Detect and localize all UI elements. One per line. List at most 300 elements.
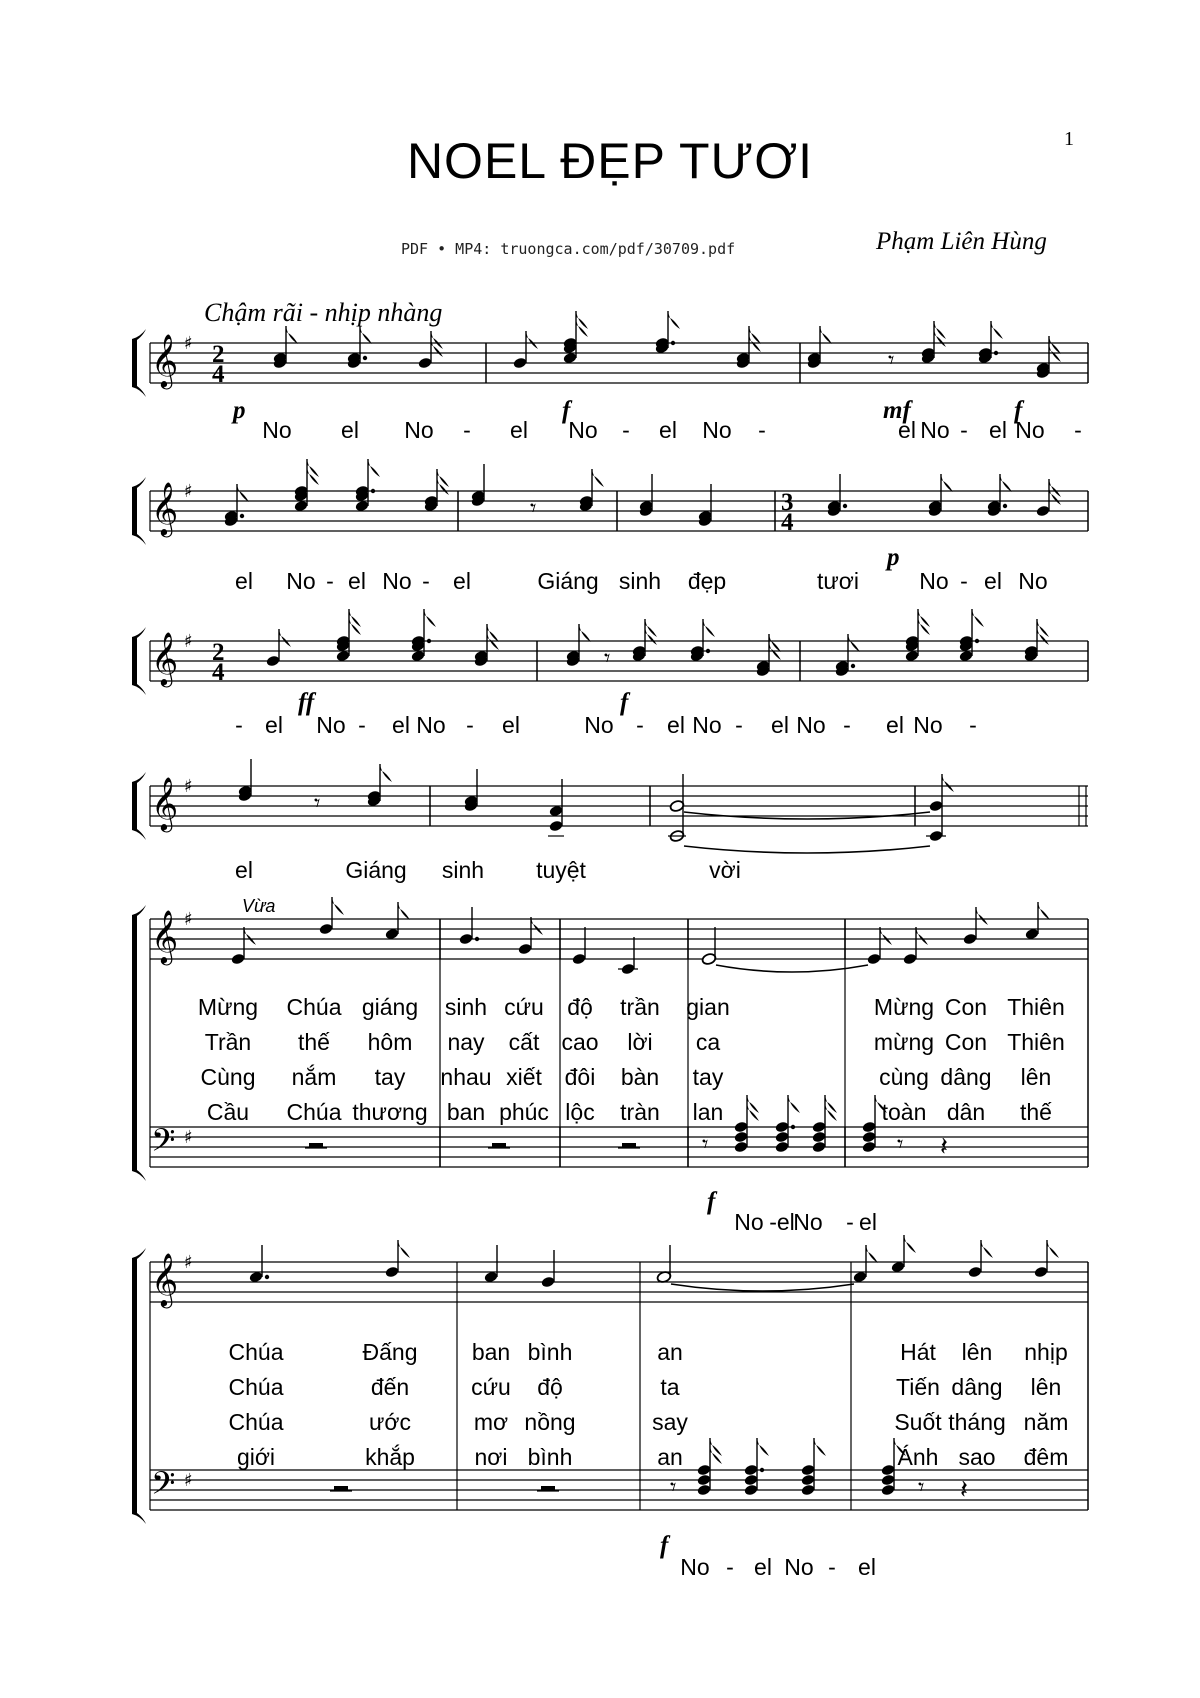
treble-clef: 𝄞 <box>151 776 179 830</box>
half-rest <box>541 1486 555 1491</box>
lyric-syllable: ban <box>471 1339 511 1365</box>
lyric-syllable: Chúa <box>286 994 342 1020</box>
lyric-syllable: el <box>858 1554 876 1580</box>
note-head <box>812 1131 827 1144</box>
note-flag <box>286 326 298 344</box>
note-flag <box>747 1095 759 1113</box>
lyric-syllable: lan <box>692 1099 724 1125</box>
lyric-syllable: bình <box>527 1339 573 1365</box>
lyric-syllable: el <box>348 568 366 594</box>
lyric-syllable: sinh <box>441 857 485 883</box>
note-flag <box>431 331 443 349</box>
lyric-syllable: lên <box>1020 1064 1052 1090</box>
note-dot <box>1003 504 1007 508</box>
treble-clef: 𝄞 <box>151 333 179 387</box>
lyric-syllable: tươi <box>817 568 859 594</box>
lyric-syllable: hôm <box>367 1029 413 1055</box>
lyric-syllable: Cầu <box>206 1099 250 1125</box>
bracket-hook <box>132 1167 146 1181</box>
note-head <box>541 1276 556 1289</box>
note-flag <box>237 484 249 502</box>
lyric-syllable: phúc <box>499 1099 549 1125</box>
staff-lines <box>150 343 1088 1510</box>
treble-clef: 𝄞 <box>151 909 179 963</box>
note-head <box>862 1141 877 1154</box>
lyric-syllable: el <box>510 417 528 443</box>
note-head <box>418 357 433 370</box>
bracket-hook <box>132 772 146 786</box>
note-head <box>963 933 978 946</box>
lyric-syllable: No <box>919 568 949 594</box>
lyric-syllable: No <box>416 712 446 738</box>
note-flag <box>244 927 256 945</box>
note-flag <box>576 311 588 329</box>
lyric-syllable: - <box>622 417 630 443</box>
note-head <box>775 1121 790 1134</box>
lyric-syllable: Thiên <box>1007 1029 1065 1055</box>
note-flag <box>1037 619 1049 637</box>
note-flag <box>942 774 954 792</box>
lyric-syllable: - <box>358 712 366 738</box>
lyric-syllable: đến <box>370 1374 410 1400</box>
lyric-syllable: giới <box>236 1444 276 1470</box>
lyric-syllable: Giáng <box>345 857 407 883</box>
key-sharp: ♯ <box>184 1127 193 1148</box>
note-flag <box>749 326 761 344</box>
key-sharp: ♯ <box>184 776 193 797</box>
system-bracket <box>132 1258 137 1514</box>
lyric-syllable: ước <box>369 1409 411 1435</box>
tie <box>671 1284 854 1291</box>
lyric-syllable: nơi <box>474 1444 508 1470</box>
note-flag <box>769 634 781 652</box>
lyric-syllable: sinh <box>444 994 488 1020</box>
note-head <box>319 923 334 936</box>
lyric-syllable: el <box>859 1209 877 1235</box>
composer: Phạm Liên Hùng <box>876 228 1047 255</box>
lyric-syllable: - <box>235 712 243 738</box>
lyric-syllable: - <box>758 417 766 443</box>
lyric-syllable: cùng <box>879 1064 929 1090</box>
lyric-syllable: Con <box>944 994 988 1020</box>
note-dot <box>427 639 431 643</box>
note-flag <box>976 907 988 925</box>
lyric-syllable: - <box>960 417 968 443</box>
note-head <box>697 1464 712 1477</box>
bracket-hook <box>132 383 146 397</box>
note-flag <box>991 321 1003 339</box>
lyric-syllable: No <box>680 1554 710 1580</box>
tempo-marking-2: Vừa <box>242 896 276 916</box>
lyric-syllable: Mừng <box>197 994 259 1020</box>
system-bracket <box>132 487 137 535</box>
lyric-syllable: - <box>326 568 334 594</box>
lyric-syllable: lên <box>1030 1374 1062 1400</box>
lyric-syllable: đêm <box>1023 1444 1069 1470</box>
lyric-syllable: Chúa <box>286 1099 342 1125</box>
lyric-syllable: Chúa <box>228 1339 284 1365</box>
note-head <box>231 953 246 966</box>
note-flag <box>579 624 591 642</box>
bracket-hook <box>132 329 146 343</box>
dynamic-p: p <box>233 397 246 424</box>
lyric-syllable: năm <box>1023 1409 1069 1435</box>
lyric-syllable: tay <box>692 1064 724 1090</box>
lyric-syllable: - <box>1074 417 1082 443</box>
lyric-syllable: Giáng <box>537 568 599 594</box>
note-flag <box>1047 1240 1059 1258</box>
dynamic-f: f <box>707 1188 716 1215</box>
lyric-syllable: cứu <box>471 1374 511 1400</box>
bracket-hook <box>132 531 146 545</box>
lyric-syllable: tháng <box>948 1409 1006 1435</box>
note-head <box>881 1484 896 1497</box>
lyric-syllable: bình <box>527 1444 573 1470</box>
lyric-syllable: ban <box>446 1099 486 1125</box>
lyric-syllable: nhịp <box>1024 1339 1068 1365</box>
eighth-rest: 𝄾 <box>604 644 611 672</box>
lyric-syllable: thế <box>1020 1099 1052 1125</box>
note-head <box>862 1131 877 1144</box>
lyric-syllable: - <box>843 712 851 738</box>
note-dot <box>975 639 979 643</box>
lyric-syllable: cao <box>561 1029 599 1055</box>
lyric-syllable: - <box>463 417 471 443</box>
note-flag <box>941 474 953 492</box>
note-head <box>801 1474 816 1487</box>
note-flag <box>934 321 946 339</box>
lyric-syllable: cất <box>508 1029 540 1055</box>
time-signature-top: 2 <box>212 639 225 666</box>
lyric-syllable: el <box>754 1554 772 1580</box>
note-flag <box>332 897 344 915</box>
lyric-syllable: khắp <box>365 1444 415 1470</box>
lyric-syllable: - <box>636 712 644 738</box>
lyric-syllable: độ <box>537 1374 563 1400</box>
lyric-syllable: No <box>1018 568 1048 594</box>
lyric-syllable: No <box>734 1209 764 1235</box>
treble-clef: 𝄞 <box>151 1252 179 1306</box>
lyric-syllable: giáng <box>361 994 419 1020</box>
lyric-syllable: el <box>265 712 283 738</box>
dynamic-f: f <box>620 689 629 716</box>
note-flag <box>380 764 392 782</box>
lyric-syllable: No <box>584 712 614 738</box>
note-flag <box>368 459 380 477</box>
lyric-syllable: - <box>735 712 743 738</box>
lyric-syllable: Tiến <box>896 1374 940 1400</box>
half-rest <box>334 1486 348 1491</box>
lyric-syllable: el <box>898 417 916 443</box>
note-dot <box>760 1468 764 1472</box>
lyric-syllable: No <box>382 568 412 594</box>
note-head <box>518 943 533 956</box>
note-head <box>572 953 587 966</box>
lyric-syllable: el <box>667 712 685 738</box>
note-flag <box>1049 479 1061 497</box>
note-flag <box>918 609 930 627</box>
dynamic-f: f <box>1014 397 1023 424</box>
note-dot <box>475 937 479 941</box>
note-flag <box>349 609 361 627</box>
lyric-syllable: thương <box>352 1099 428 1125</box>
bass-clef: 𝄢 <box>151 1122 176 1166</box>
note-head <box>744 1474 759 1487</box>
note-head <box>775 1131 790 1144</box>
lyric-syllable: el <box>235 857 253 883</box>
eighth-rest: 𝄾 <box>670 1473 677 1501</box>
eighth-rest: 𝄾 <box>530 494 537 522</box>
lyric-syllable: el <box>392 712 410 738</box>
lyric-syllable: toàn <box>881 1099 927 1125</box>
note-head <box>881 1464 896 1477</box>
note-head <box>812 1141 827 1154</box>
lyric-syllable: el <box>989 417 1007 443</box>
key-sharp: ♯ <box>184 481 193 502</box>
note-flag <box>1000 474 1012 492</box>
note-head <box>1034 1266 1049 1279</box>
note-flag <box>398 1240 410 1258</box>
lyric-syllable: Thiên <box>1007 994 1065 1020</box>
dynamic-p: p <box>887 544 900 571</box>
key-sharp: ♯ <box>184 631 193 652</box>
eighth-rest: 𝄾 <box>918 1473 925 1501</box>
note-dot <box>791 1125 795 1129</box>
bracket-hook <box>132 826 146 840</box>
page-number: 1 <box>1064 128 1074 150</box>
lyric-syllable: trần <box>620 994 660 1020</box>
lyric-syllable: -el <box>769 1209 795 1235</box>
note-head <box>881 1474 896 1487</box>
lyric-syllable: thế <box>298 1029 330 1055</box>
dynamic-f: f <box>660 1532 669 1559</box>
treble-clef: 𝄞 <box>151 631 179 685</box>
lyric-syllable: Ánh <box>897 1444 939 1470</box>
note-flag <box>981 1240 993 1258</box>
lyric-syllable: Con <box>944 1029 988 1055</box>
note-head <box>385 1266 400 1279</box>
note-flag <box>1038 902 1050 920</box>
note-head <box>744 1484 759 1497</box>
lyric-syllable: el <box>984 568 1002 594</box>
lyric-syllable: Chúa <box>228 1374 284 1400</box>
note-head <box>903 953 918 966</box>
note-flag <box>710 1438 722 1456</box>
lyric-syllable: độ <box>567 994 593 1020</box>
note-flag <box>788 1095 800 1113</box>
lyric-syllable: el <box>659 417 677 443</box>
lyric-syllable: Trần <box>204 1029 252 1055</box>
lyric-syllable: el <box>235 568 253 594</box>
note-flag <box>1049 336 1061 354</box>
note-flag <box>645 619 657 637</box>
quarter-rest: 𝄽 <box>960 1475 968 1505</box>
bracket-hook <box>132 627 146 641</box>
key-sharp: ♯ <box>184 333 193 354</box>
lyric-syllable: el <box>771 712 789 738</box>
lyric-syllable: No <box>568 417 598 443</box>
tie <box>684 846 930 853</box>
note-head <box>734 1141 749 1154</box>
eighth-rest: 𝄾 <box>888 346 895 374</box>
lyric-syllable: ca <box>695 1029 721 1055</box>
note-head <box>801 1464 816 1477</box>
note-head <box>775 1141 790 1154</box>
note-head <box>929 800 944 813</box>
note-dot <box>371 489 375 493</box>
lyric-syllable: - <box>726 1554 734 1580</box>
half-rest <box>309 1143 323 1148</box>
lyric-syllable: - <box>969 712 977 738</box>
time-signature-top: 2 <box>212 341 225 368</box>
half-rest <box>622 1143 636 1148</box>
quarter-rest: 𝄽 <box>940 1132 948 1162</box>
note-head <box>862 1121 877 1134</box>
note-flag <box>820 326 832 344</box>
note-flag <box>866 1245 878 1263</box>
lyric-syllable: Đấng <box>362 1339 418 1365</box>
lyric-syllable: an <box>657 1339 683 1365</box>
note-flag <box>398 902 410 920</box>
lyric-syllable: nhau <box>440 1064 492 1090</box>
time-signature-top: 3 <box>781 489 794 516</box>
note-flag <box>668 311 680 329</box>
lyric-syllable: dâng <box>951 1374 1003 1400</box>
lyric-syllable: No <box>793 1209 823 1235</box>
lyric-syllable: dâng <box>940 1064 992 1090</box>
note-head <box>968 1266 983 1279</box>
lyric-syllable: - <box>846 1209 854 1235</box>
tempo-marking: Chậm rãi - nhịp nhàng <box>204 298 443 327</box>
lyric-syllable: No <box>784 1554 814 1580</box>
lyric-syllable: No <box>702 417 732 443</box>
lyric-syllable: No <box>262 417 292 443</box>
note-flag <box>531 917 543 935</box>
eighth-rest: 𝄾 <box>314 789 321 817</box>
note-flag <box>307 459 319 477</box>
lyric-syllable: dân <box>946 1099 986 1125</box>
bracket-hook <box>132 681 146 695</box>
source-line[interactable]: PDF • MP4: truongca.com/pdf/30709.pdf <box>401 240 736 258</box>
dynamic-f: f <box>562 397 571 424</box>
note-head <box>744 1464 759 1477</box>
lyric-syllable: lộc <box>565 1099 595 1125</box>
bracket-hook <box>132 477 146 491</box>
lyric-syllable: lời <box>627 1029 653 1055</box>
lyric-syllable: nắm <box>291 1064 337 1090</box>
lyric-syllable: vời <box>709 857 741 883</box>
lyric-syllable: No <box>920 417 950 443</box>
lyric-syllable: sao <box>958 1444 996 1470</box>
note-dot <box>671 341 675 345</box>
note-flag <box>814 1438 826 1456</box>
note-flag <box>437 469 449 487</box>
lyric-syllable: No <box>1015 417 1045 443</box>
note-head <box>697 1484 712 1497</box>
note-head <box>459 933 474 946</box>
note-flag <box>526 331 538 349</box>
key-sharp: ♯ <box>184 909 193 930</box>
lyric-syllable: mừng <box>873 1029 935 1055</box>
lyric-syllable: - <box>422 568 430 594</box>
note-dot <box>706 649 710 653</box>
lyric-syllable: tràn <box>620 1099 660 1125</box>
time-signature-bottom: 4 <box>212 659 225 686</box>
note-flag <box>703 619 715 637</box>
lyric-syllable: tay <box>374 1064 406 1090</box>
note-flag <box>757 1438 769 1456</box>
lyric-syllable: tuyệt <box>536 857 586 883</box>
eighth-rest: 𝄾 <box>702 1130 709 1158</box>
note-head <box>812 1121 827 1134</box>
note-head <box>549 820 564 833</box>
lyric-syllable: No <box>913 712 943 738</box>
lyric-syllable: No <box>286 568 316 594</box>
system-bracket <box>132 637 137 685</box>
lyric-syllable: - <box>960 568 968 594</box>
note-head <box>734 1121 749 1134</box>
note-head <box>513 357 528 370</box>
lyric-syllable: ta <box>660 1374 680 1400</box>
bracket-hook <box>132 905 146 919</box>
note-dot <box>363 356 367 360</box>
eighth-rest: 𝄾 <box>897 1130 904 1158</box>
lyric-syllable: el <box>502 712 520 738</box>
system-bracket <box>132 782 137 830</box>
notation-marks <box>132 311 1088 1559</box>
lyric-syllable: gian <box>686 994 730 1020</box>
lyric-syllable: nồng <box>524 1409 576 1435</box>
time-signature-bottom: 4 <box>781 509 794 536</box>
lyric-syllable: No <box>404 417 434 443</box>
note-head <box>266 655 281 668</box>
lyric-syllable: No <box>316 712 346 738</box>
bass-clef: 𝄢 <box>151 1465 176 1509</box>
note-flag <box>424 609 436 627</box>
lyric-syllable: Hát <box>900 1339 936 1365</box>
note-dot <box>843 504 847 508</box>
note-head <box>867 953 882 966</box>
note-dot <box>851 664 855 668</box>
note-flag <box>360 326 372 344</box>
lyric-syllable: Cùng <box>200 1064 256 1090</box>
lyric-syllable: xiết <box>506 1064 542 1090</box>
lyric-syllable: an <box>657 1444 683 1470</box>
lyric-syllable: No <box>692 712 722 738</box>
lyric-syllable: cứu <box>504 994 544 1020</box>
lyric-syllable: - <box>466 712 474 738</box>
time-signature-bottom: 4 <box>212 361 225 388</box>
song-title: NOEL ĐẸP TƯƠI <box>406 133 814 189</box>
note-dot <box>994 351 998 355</box>
lyric-syllable: el <box>453 568 471 594</box>
lyric-syllable: bàn <box>620 1064 660 1090</box>
treble-clef: 𝄞 <box>151 481 179 535</box>
lyric-syllable: Mừng <box>873 994 935 1020</box>
lyric-syllable: Suốt <box>894 1409 942 1435</box>
lyric-syllable: sinh <box>618 568 662 594</box>
note-head <box>1036 505 1051 518</box>
lyric-syllable: mơ <box>473 1409 509 1435</box>
note-flag <box>916 927 928 945</box>
note-flag <box>880 927 892 945</box>
lyric-syllable: Chúa <box>228 1409 284 1435</box>
lyric-syllable: nay <box>447 1029 485 1055</box>
system-bracket <box>132 915 137 1171</box>
note-flag <box>904 1235 916 1253</box>
lyric-syllable: el <box>341 417 359 443</box>
note-head <box>801 1484 816 1497</box>
